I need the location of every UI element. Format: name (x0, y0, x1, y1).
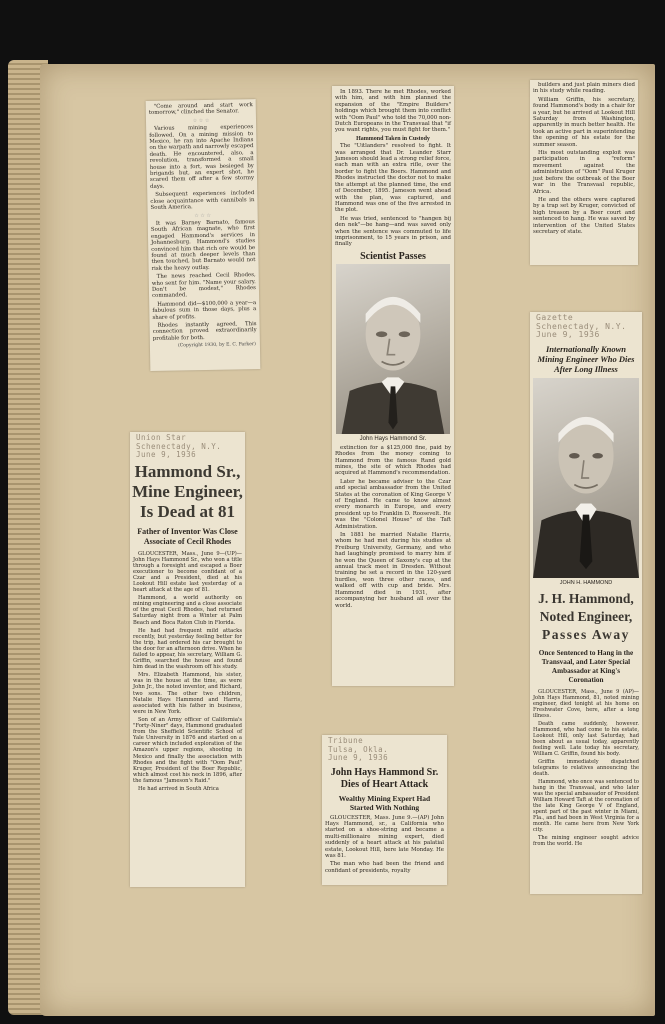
paragraph: He had arrived in South Africa (138, 785, 219, 792)
paragraph: Later he became adviser to the Czar and special ambassador from the United States at the coronation of King George V of England. He came to know almost every monarch in Europe, and every president up to Franklin D. Roosevelt. He was the "Colonel House" of the Taft Administration. (335, 478, 451, 530)
paragraph: "Come around and start work tomorrow," clinched the Senator. (148, 102, 253, 117)
paragraph: extinction for a $125,000 fine, paid by Rhodes from the money coming to Hammond from the famous Rand gold mines, the site of which Rhodes had acquired at Hammond's recommendation. (335, 444, 451, 477)
section-divider: ☆ ☆ ☆ (194, 212, 212, 219)
copyright-credit: (Copyright 1930, by E. C. Parker) (177, 342, 256, 349)
clipping-gazette (530, 312, 642, 894)
stamp-city: Schenectady, N.Y. (536, 321, 627, 331)
clipping-body (530, 80, 638, 235)
clipping-senator-column (146, 99, 261, 371)
portrait-photo (336, 264, 450, 434)
clipping-middle-column (332, 86, 454, 686)
paragraph: It was Barney Barnato, famous South African magnate, who first engaged Hammond's services in Johannesburg. Hammond's studies convinced him that rich ore would be found at much deeper levels than then touched, but Barnato would not risk the heavy outlay. (150, 219, 256, 272)
stamp-date: June 9, 1936 (136, 450, 197, 459)
stamp-date: June 9, 1936 (328, 753, 389, 762)
clipping-body (322, 815, 447, 875)
portrait-photo-art (533, 378, 639, 578)
photo-kicker: Internationally Known Mining Engineer Who Dies After Long Illness (537, 343, 635, 374)
subheadline: Once Sentenced to Hang in the Transvaal, and Later Special Ambassador at King's Coronation (538, 648, 634, 684)
paragraph: He was tried, sentenced to "hangen bij den nek"—be hang—and was saved only when the sentence was commuted to life imprisonment, to 15 years in prison, and finally (335, 215, 451, 248)
subheadline: Wealthy Mining Expert Had Started With Nothing (338, 793, 431, 812)
paragraph: His most outstanding exploit was participation in a "reform" movement against the administration of "Oom" Paul Kruger just before the outbreak of the Boer war in the Transvaal republic, Africa. (533, 150, 635, 195)
headline: John Hays Hammond Sr. Dies of Heart Attack (330, 766, 439, 790)
paragraph: In 1881 he married Natalie Harris, whom he had met during his studies at Freiburg University, Germany, and who had laughingly promised to marry him if he won the Queen of Saxony's cup at the annual track meet in Dresden. Without training he set a record in the 120-yard hurdles, won three other races, and walked off with cup and bride. Mrs. Hammond died in 1931, after accompanying her husband all over the world. (335, 532, 451, 609)
paragraph: Rhodes instantly agreed. This connection proved extraordinarily profitable for both. (152, 321, 257, 342)
paragraph: Death came suddenly, however. Hammond, who had come to his estate, Lookout Hill, only last Saturday, had been about as usual today, apparently feeling well. Late today his secretary, William C. Griffin, found his body. (533, 720, 639, 757)
paragraph: GLOUCESTER, Mass., June 9—(UP)—John Hays Hammond Sr., who won a title through a foresight and escaped a Boer executioner to become confidant of a Czar and a President, died at his Lookout Hill estate last yesterday of a heart attack at the age of 81. (133, 550, 242, 594)
source-stamp (130, 432, 245, 462)
paragraph: Hammond, who once was sentenced to hang in the Transvaal, and who later was the special ambassador of President William Howard Taft at the coronation of the late King George V of England, spent part of the past winter in Miami, Fla., and had been in West Virginia for a month. He came here from New York city. (533, 778, 639, 833)
clipping-body (332, 86, 454, 248)
photo-caption: JOHN H. HAMMOND (559, 579, 613, 586)
paragraph: William Griffin, his secretary, found Hammond's body in a chair for a year, but he arrived at Lookout Hill Saturday from Washington, apparently in much better health. He took an active part in superintending the opening of his estate for the summer season. (533, 96, 635, 148)
paragraph: Mrs. Elizabeth Hammond, his sister, was in the house at the time, as were John Jr., the noted inventor, and Richard, two sons. The other two children, Natalie Hays Hammond and Harris, associated with his father in business, were in New York. (133, 672, 242, 715)
headline-line: Noted Engineer, (539, 608, 633, 624)
clipping-body (130, 551, 245, 793)
headline-line: Hammond Sr., (134, 461, 241, 481)
headline (130, 462, 245, 522)
clipping-top-right (530, 80, 638, 265)
clipping-body (530, 689, 642, 847)
paragraph: The mining engineer sought advice from the world. He (533, 834, 639, 847)
stamp-paper: Union Star (136, 433, 187, 442)
paragraph: The "Uitlanders" resolved to fight. It was arranged that Dr. Leander Starr Jameson should lead a strong relief force, each man with an extra rifle, over the border to fight the Boers. Hammond and Rhodes instructed the doctor not to make the attempt at the planned time, the end of December, 1895. Jameson went ahead with the plan, was captured, and Hammond was one of the five arrested in the plot. (335, 143, 451, 214)
paragraph: He had had frequent mild attacks recently, but yesterday feeling better for the trip, had ordered his car brought to the door for an afternoon drive. When he failed to appear, his secretary, William G. Griffin, searched the house and found him dead in the washroom off his study. (133, 627, 242, 671)
clipping-body (332, 445, 454, 609)
paragraph: Hammond did—$100,000 a year—a fabulous sum in those days, plus a share of profits. (152, 299, 257, 321)
headline-line: Mine Engineer, (132, 481, 243, 501)
source-stamp (322, 735, 447, 765)
headline (530, 590, 642, 644)
portrait-photo-art (336, 264, 450, 434)
source-stamp (530, 312, 642, 342)
stamp-paper: Gazette (536, 313, 574, 322)
headline-line: Passes Away (542, 626, 630, 642)
paragraph: The man who had been the friend and confidant of presidents, royalty (325, 861, 444, 874)
photo-heading: Scientist Passes (360, 250, 426, 262)
paragraph: Subsequent experiences included close acquaintance with cannibals in South America. (150, 190, 255, 212)
paragraph: GLOUCESTER, Mass. June 9.—(AP) John Hays Hammond, sr., a California who started on a shoe-string and became a multi-millionaire mining expert, died suddenly of a heart attack at his palatial estate, Lookout Hill, here late Monday. He was 81. (325, 814, 444, 859)
clipping-union-star-obituary (130, 432, 245, 887)
paragraph: Hammond, a world authority on mining engineering and a close associate of the great Cecil Rhodes, had returned Saturday night from a Winter at Palm Beach and Boca Raton Club in Florida. (133, 595, 242, 626)
paragraph: GLOUCESTER, Mass., June 9 (AP)—John Hays Hammond, 81, noted mining engineer, died tonight at his home on Freshwater Cove, here, after a long illness. (533, 688, 639, 719)
stamp-city: Tulsa, Okla. (328, 744, 389, 754)
clipping-body (146, 99, 260, 342)
paragraph: He and the others were captured by a trap set by Kruger, convicted of high treason by a Boer court and sentenced to hang. He was saved by intervention of the United States secretary of state. (533, 196, 635, 235)
clipping-tribune (322, 735, 447, 885)
portrait-photo (533, 378, 639, 578)
paragraph: Griffin immediately dispatched telegrams to relatives announcing the death. (533, 758, 639, 777)
paragraph: The news reached Cecil Rhodes, who sent for him. "Name your salary. Don't be modest," Rhodes commanded. (151, 272, 256, 300)
section-divider: ☆ ☆ ☆ (192, 117, 210, 124)
stamp-date: June 9, 1936 (536, 330, 600, 339)
stamp-paper: Tribune (328, 736, 364, 745)
paragraph: Son of an Army officer of California's "Forty-Niner" days, Hammond graduated from the Sheffield Scientific School of Yale University in 1876 and started on a career which included exploration of the Amazon's upper regions, shooting in Mexico and finally the association with Rhodes and the fight with "Oom Paul" Kruger, President of the Boer Republic, which almost cost his neck in 1896, after the famous "Jameson's Raid." (133, 716, 242, 784)
stamp-city: Schenectady, N.Y. (136, 441, 222, 451)
section-heading: Hammond Taken in Custody (356, 135, 430, 142)
paragraph: builders and just plain miners died in his study while reading. (533, 82, 635, 95)
headline-line: Is Dead at 81 (140, 501, 235, 521)
headline-line: J. H. Hammond, (538, 590, 634, 606)
paragraph: In 1893. There he met Rhodes, worked with him, and with him planned the expansion of the "Empire Builders" holdings which brought them into conflict with "Oom Paul" who told the 70,000 non-Dutch Europeans in the Transvaal that "if you want rights, you must fight for them." (335, 89, 451, 134)
subheadline: Father of Inventor Was Close Associate of Cecil Rhodes (137, 526, 238, 546)
photo-caption: John Hays Hammond Sr. (359, 435, 427, 442)
paragraph: Various mining experiences followed. On a mining mission to Mexico, he ran into Apache Indians on the warpath and narrowly escaped death. He encountered, also, a revolution, transformed a small house into a fort, was besieged by brigands but, an expert shot, he scared them off after a few stormy days. (149, 124, 255, 190)
